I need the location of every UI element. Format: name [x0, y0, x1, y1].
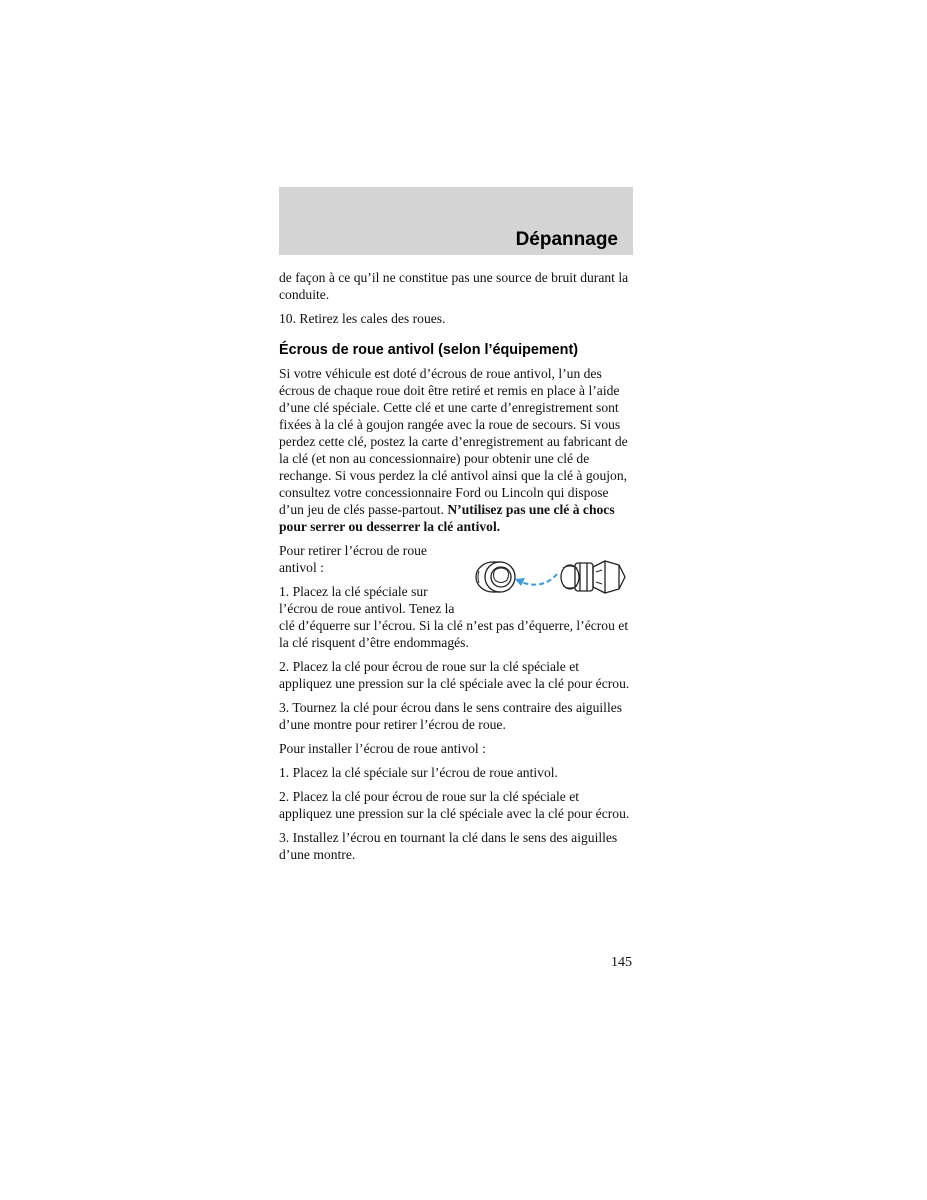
install-step-1: 1. Placez la clé spéciale sur l’écrou de roue antivol.: [279, 765, 558, 780]
lug-nut-key-illustration: [465, 546, 635, 606]
paragraph-continuation: de façon à ce qu’il ne constitue pas une source de bruit durant la conduite.: [279, 270, 629, 302]
arrow-head-icon: [515, 578, 525, 586]
remove-step-3: 3. Tournez la clé pour écrou dans le sens contraire des aiguilles d’une montre pour retirer l’écrou de roue.: [279, 700, 623, 732]
locking-nuts-intro-text: Si votre véhicule est doté d’écrous de roue antivol, l’un des écrous de chaque roue doit être retiré et remis en place à l’aide d’une clé spéciale. Cette clé et une carte d’enregistrement sont fixées à la clé à goujon rangée avec la roue de secours. Si vous perdez cette clé, postez la carte d’enregistrement au fabricant de la clé (et non au concessionnaire) pour obtenir une clé de rechange. Si vous perdez la clé antivol ainsi que la clé à goujon, consultez votre concessionnaire Ford ou Lincoln qui dispose d’un jeu de clés passe-partout.: [279, 366, 628, 517]
remove-step-2: 2. Placez la clé pour écrou de roue sur la clé spéciale et appliquez une pression sur la clé spéciale avec la clé pour écrou.: [279, 659, 630, 691]
paragraph-install-procedure-intro: Pour installer l’écrou de roue antivol :: [279, 741, 486, 756]
step-remove-wheel-chocks: 10. Retirez les cales des roues.: [279, 311, 446, 326]
remove-step-1: 1. Placez la clé spéciale sur l’écrou de roue antivol. Tenez la clé d’équerre sur l’écrou. Si la clé n’est pas d’équerre, l’écrou et la clé risquent d’être endommagés.: [279, 584, 629, 650]
lug-nut-icon: [561, 561, 625, 593]
install-step-2: 2. Placez la clé pour écrou de roue sur la clé spéciale et appliquez une pression sur la clé spéciale avec la clé pour écrou.: [279, 789, 630, 821]
section-title: Dépannage: [515, 229, 618, 250]
locking-key-icon: [476, 562, 515, 592]
paragraph-locking-nuts-intro: [279, 365, 635, 535]
section-header-band: [279, 187, 633, 255]
subsection-heading: Écrous de roue antivol (selon l’équipement): [279, 342, 579, 358]
page-content: [279, 269, 635, 870]
arrow-icon: [521, 574, 557, 585]
install-step-3: 3. Installez l’écrou en tournant la clé dans le sens des aiguilles d’une montre.: [279, 830, 618, 862]
paragraph-remove-procedure-intro: Pour retirer l’écrou de roue antivol :: [279, 543, 427, 575]
impact-wrench-warning: N’utilisez pas une clé à chocs pour serrer ou desserrer la clé antivol.: [279, 502, 615, 534]
page-number: 145: [611, 955, 632, 970]
lug-nut-key-icon: [465, 546, 635, 606]
